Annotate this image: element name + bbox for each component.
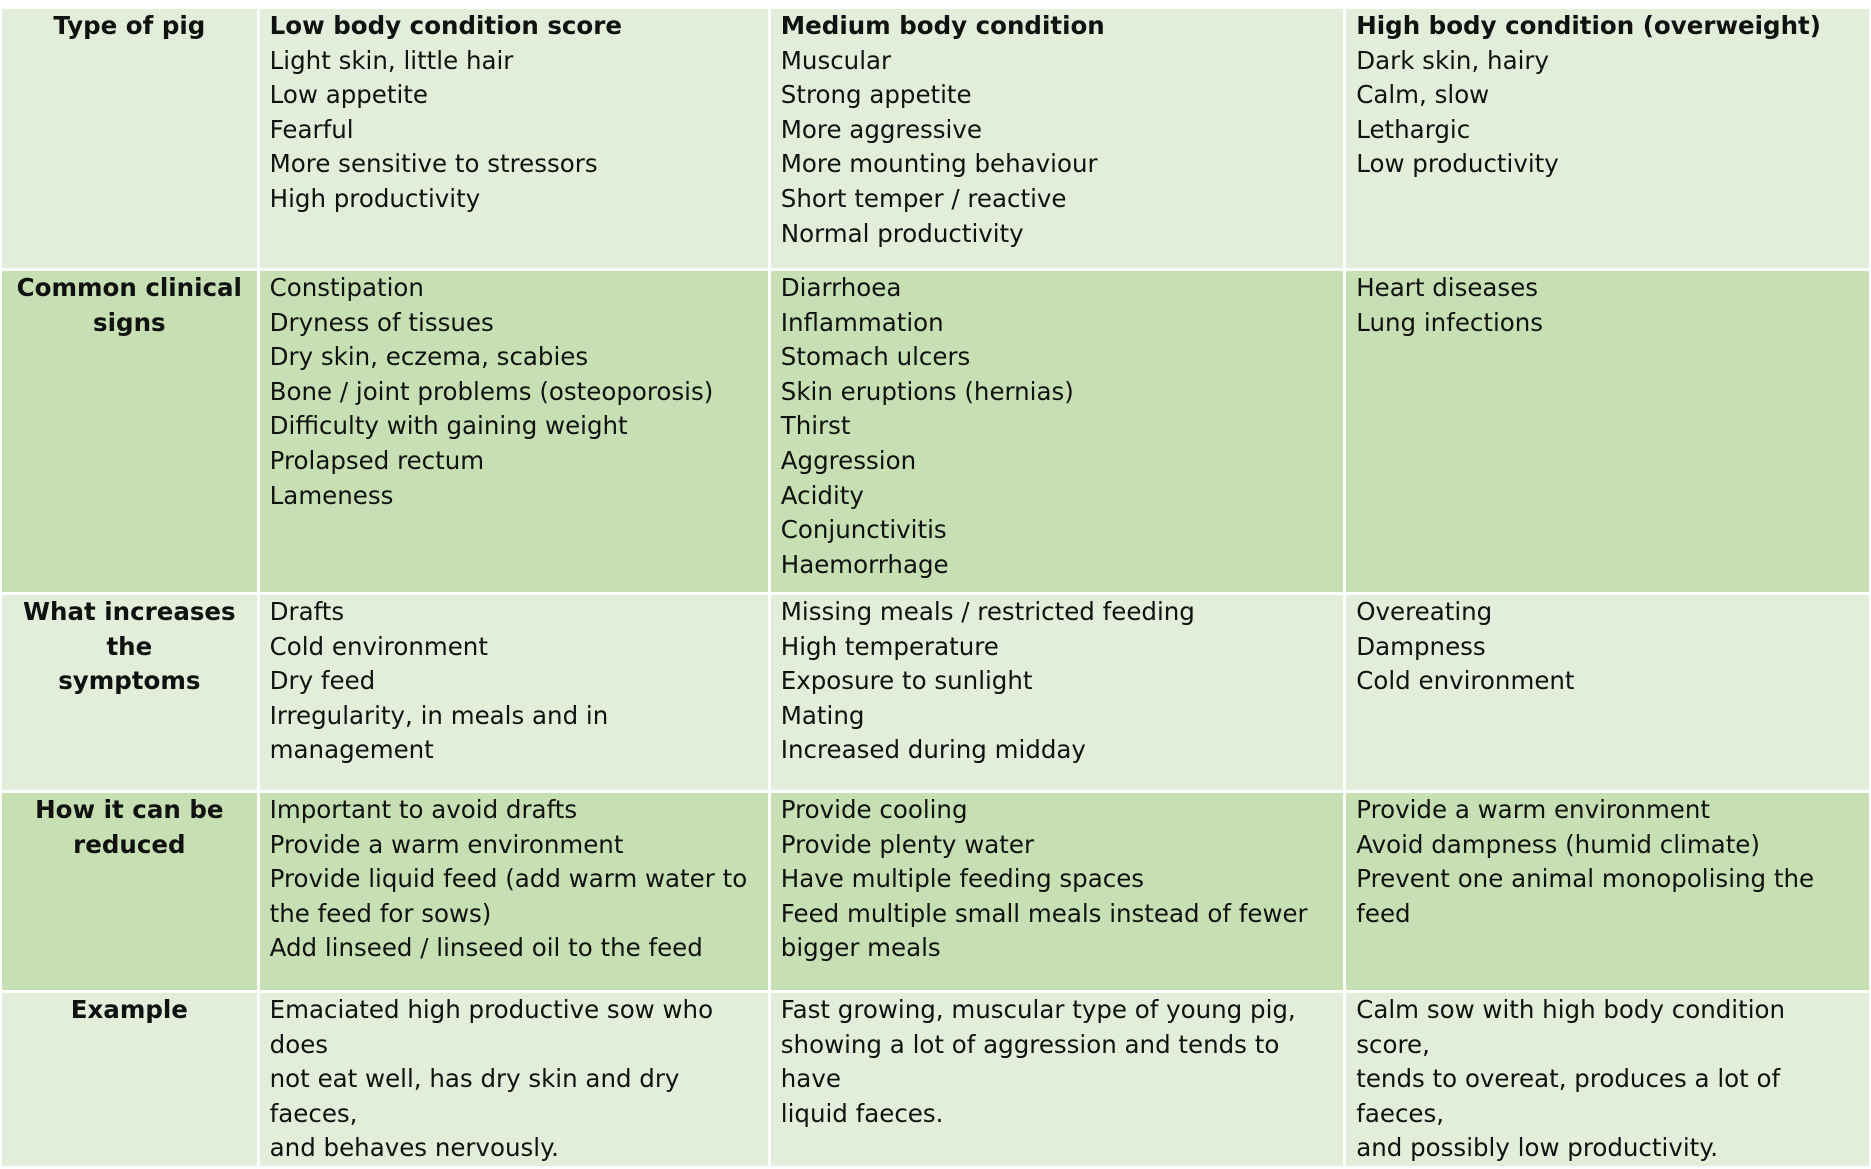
cell-line: Fast growing, muscular type of young pig, [780,995,1296,1024]
cell-line: Inflammation [780,307,944,337]
row-label-cell [2,792,258,992]
cell-line: the feed for sows) [269,898,492,928]
low-condition-cell [258,9,769,270]
cell-line: Haemorrhage [780,549,949,579]
cell-line: Add linseed / linseed oil to the feed [269,933,703,963]
cell-line: Have multiple feeding spaces [780,864,1145,894]
low-condition-cell [258,594,769,792]
cell-line: showing a lot of aggression and tends to have [780,1029,1288,1094]
cell-line: Calm sow with high body condition score, [1356,995,1793,1059]
cell-line: Lung infections [1356,307,1544,337]
row-label-cell [2,594,258,792]
cell-line: Acidity [780,480,864,510]
cell-line: Dampness [1356,631,1486,661]
cell-line: Short temper / reactive [780,183,1067,213]
cell-line: Bone / joint problems (osteoporosis) [269,376,714,406]
cell-line: tends to overeat, produces a lot of faeces, [1356,1064,1788,1128]
cell-line: Mating [780,700,865,730]
row-label-cell [2,270,258,594]
high-condition-cell [1345,270,1869,594]
pig-body-condition-table [2,9,1869,1169]
cell-line: Light skin, little hair [269,45,514,75]
cell-line: Low productivity [1356,149,1559,179]
cell-line: Dry feed [269,666,376,696]
cell-line: Provide a warm environment [1356,795,1711,824]
column-header-low: Low body condition score [269,11,622,40]
cell-line: liquid faeces. [780,1098,944,1128]
medium-condition-cell [769,992,1344,1168]
table-row-example [2,992,1869,1168]
cell-line: Aggression [780,445,917,475]
low-condition-cell [258,992,769,1168]
medium-condition-cell [769,9,1344,270]
cell-line: Provide cooling [780,795,968,824]
cell-line: Normal productivity [780,218,1024,248]
row-label: Example [70,995,188,1024]
low-condition-cell [258,792,769,992]
cell-line: Conjunctivitis [780,515,947,545]
row-label: What increases the [23,597,245,661]
column-header-high: High body condition (overweight) [1356,11,1821,40]
cell-line: Exposure to sunlight [780,666,1033,696]
cell-line: Constipation [269,273,424,302]
table-row-clinical-signs [2,270,1869,594]
cell-line: Lameness [269,480,394,510]
cell-line: not eat well, has dry skin and dry faeces, [269,1064,688,1128]
row-label: Common clinical [16,273,242,302]
cell-line: Prolapsed rectum [269,445,485,475]
high-condition-cell [1345,9,1869,270]
cell-line: High productivity [269,183,481,213]
high-condition-cell [1345,792,1869,992]
cell-line: Important to avoid drafts [269,795,578,824]
cell-line: Avoid dampness (humid climate) [1356,829,1760,859]
cell-line: Fearful [269,114,354,144]
cell-line: Diarrhoea [780,273,902,302]
high-condition-cell [1345,594,1869,792]
cell-line: Prevent one animal monopolising the feed [1356,864,1822,928]
cell-line: and possibly low productivity. [1356,1133,1719,1163]
cell-line: and behaves nervously. [269,1133,559,1163]
low-condition-cell [258,270,769,594]
row-label: How it can be [35,795,224,824]
cell-line: Difficulty with gaining weight [269,411,628,441]
cell-line: Strong appetite [780,80,972,110]
cell-line: More aggressive [780,114,982,144]
cell-line: Dryness of tissues [269,307,494,337]
cell-line: Low appetite [269,80,428,110]
cell-line: Provide plenty water [780,829,1035,859]
table-row-type-of-pig [2,9,1869,270]
medium-condition-cell [769,792,1344,992]
cell-line: More sensitive to stressors [269,149,598,179]
cell-line: Provide a warm environment [269,829,624,859]
column-header-medium: Medium body condition [780,11,1105,40]
cell-line: Provide liquid feed (add warm water to [269,864,748,894]
high-condition-cell [1345,992,1869,1168]
row-label: Type of pig [53,11,206,40]
cell-line: Dry skin, eczema, scabies [269,342,589,372]
cell-line: Calm, slow [1356,80,1490,110]
cell-line: bigger meals [780,933,941,963]
row-label-cell [2,9,258,270]
cell-line: Irregularity, in meals and in management [269,700,617,765]
cell-line: Lethargic [1356,114,1471,144]
table-row-how-reduced [2,792,1869,992]
row-label: reduced [73,829,186,859]
cell-line: Cold environment [1356,666,1575,696]
cell-line: Thirst [780,411,851,441]
cell-line: Cold environment [269,631,488,661]
row-label: signs [93,307,166,337]
cell-line: Emaciated high productive sow who does [269,995,721,1059]
cell-line: Missing meals / restricted feeding [780,597,1195,626]
cell-line: Drafts [269,597,345,626]
cell-line: Feed multiple small meals instead of fewer [780,898,1308,928]
cell-line: Skin eruptions (hernias) [780,376,1074,406]
row-label: symptoms [58,666,201,696]
cell-line: More mounting behaviour [780,149,1098,179]
cell-line: Dark skin, hairy [1356,45,1549,75]
medium-condition-cell [769,594,1344,792]
cell-line: Increased during midday [780,735,1086,765]
cell-line: Stomach ulcers [780,342,971,372]
medium-condition-cell [769,270,1344,594]
cell-line: Overeating [1356,597,1493,626]
row-label-cell [2,992,258,1168]
cell-line: Muscular [780,45,892,75]
table-row-increases-symptoms [2,594,1869,792]
cell-line: High temperature [780,631,999,661]
cell-line: Heart diseases [1356,273,1539,302]
